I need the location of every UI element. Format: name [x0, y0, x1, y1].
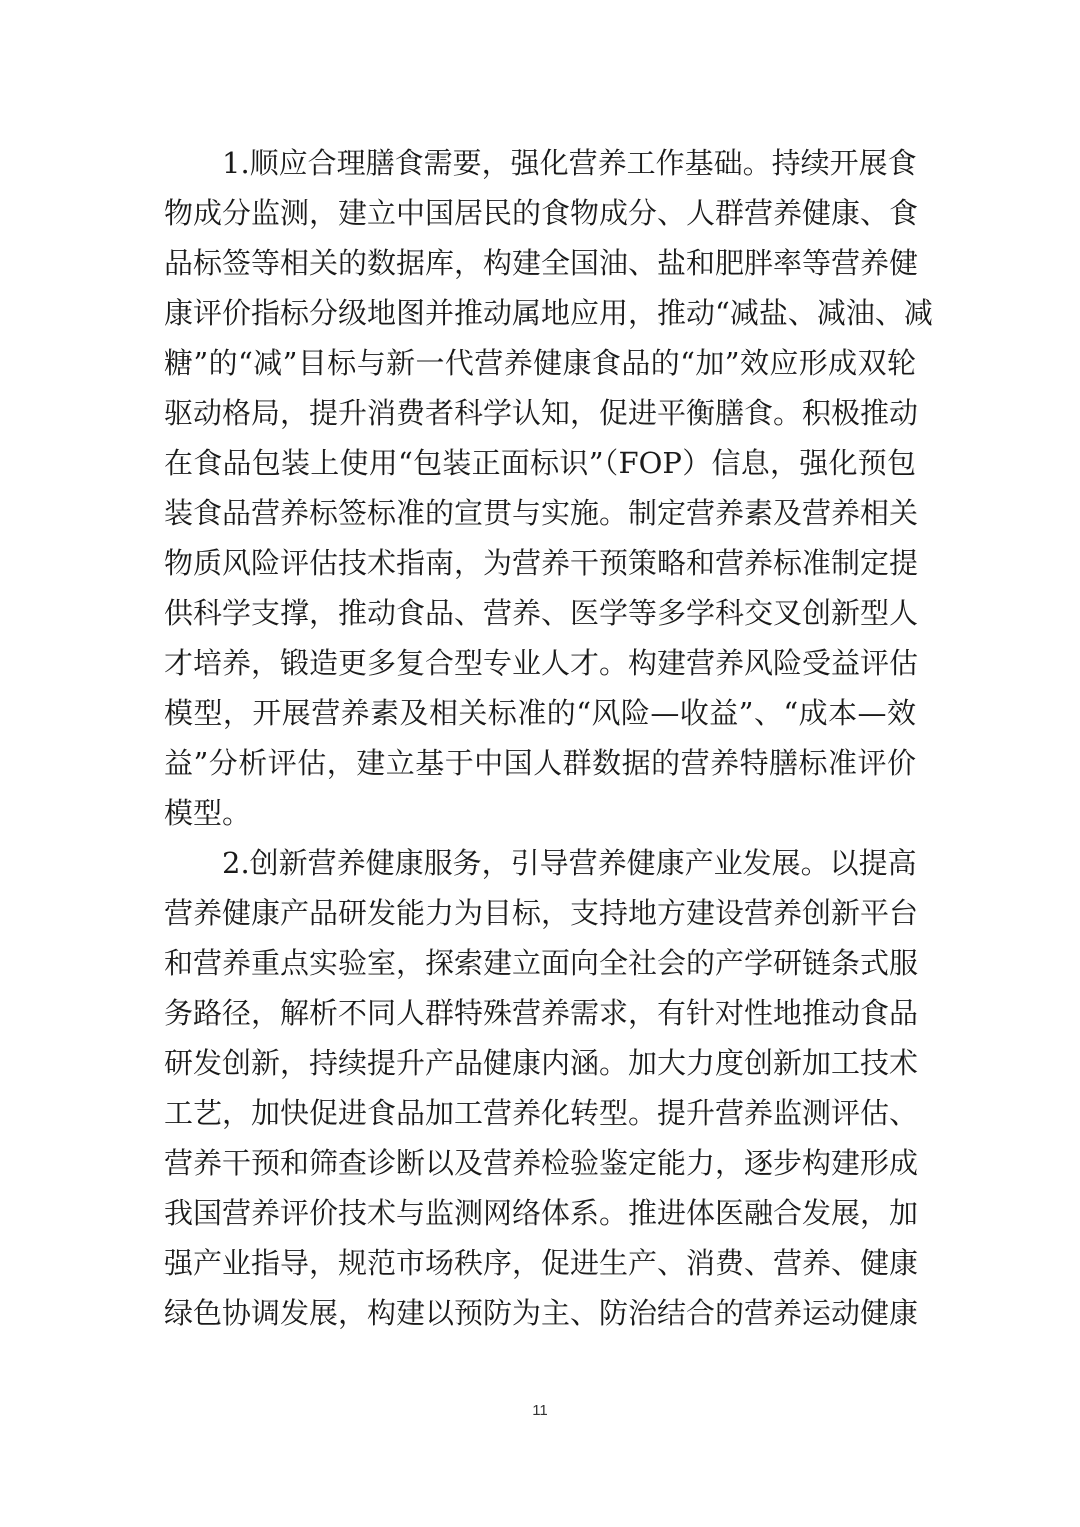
text-line: 装食品营养标签标准的宣贯与实施。制定营养素及营养相关: [164, 496, 919, 530]
text-line: 2.创新营养健康服务，引导营养健康产业发展。以提高: [222, 846, 917, 880]
body-text: [164, 138, 933, 1338]
page-number: 11: [532, 1402, 548, 1419]
text-line: 绿色协调发展，构建以预防为主、防治结合的营养运动健康: [164, 1296, 919, 1330]
paragraph-2: [164, 838, 919, 1338]
text-line: 物成分监测，建立中国居民的食物成分、人群营养健康、食: [164, 196, 919, 230]
text-line: 才培养，锻造更多复合型专业人才。构建营养风险受益评估: [164, 646, 919, 680]
text-line: 在食品包装上使用“包装正面标识”（FOP）信息，强化预包: [164, 446, 916, 480]
text-line: 强产业指导，规范市场秩序，促进生产、消费、营养、健康: [164, 1246, 919, 1280]
text-line: 模型。: [164, 796, 252, 830]
text-line: 糖”的“减”目标与新一代营养健康食品的“加”效应形成双轮: [164, 346, 916, 380]
text-line: 驱动格局，提升消费者科学认知，促进平衡膳食。积极推动: [164, 396, 919, 430]
text-line: 1.顺应合理膳食需要，强化营养工作基础。持续开展食: [222, 146, 917, 180]
text-line: 工艺，加快促进食品加工营养化转型。提升营养监测评估、: [164, 1096, 919, 1130]
text-line: 营养健康产品研发能力为目标，支持地方建设营养创新平台: [164, 896, 919, 930]
text-line: 益”分析评估，建立基于中国人群数据的营养特膳标准评价: [164, 746, 916, 780]
text-line: 研发创新，持续提升产品健康内涵。加大力度创新加工技术: [164, 1046, 919, 1080]
text-line: 模型，开展营养素及相关标准的“风险—收益”、“成本—效: [164, 696, 916, 730]
text-line: 供科学支撑，推动食品、营养、医学等多学科交叉创新型人: [164, 596, 919, 630]
text-line: 营养干预和筛查诊断以及营养检验鉴定能力，逐步构建形成: [164, 1146, 919, 1180]
text-line: 务路径，解析不同人群特殊营养需求，有针对性地推动食品: [164, 996, 919, 1030]
text-line: 和营养重点实验室，探索建立面向全社会的产学研链条式服: [164, 946, 919, 980]
text-line: 我国营养评价技术与监测网络体系。推进体医融合发展，加: [164, 1196, 919, 1230]
text-line: 品标签等相关的数据库，构建全国油、盐和肥胖率等营养健: [164, 246, 919, 280]
text-line: 康评价指标分级地图并推动属地应用，推动“减盐、减油、减: [164, 296, 933, 330]
text-line: 物质风险评估技术指南，为营养干预策略和营养标准制定提: [164, 546, 919, 580]
paragraph-1: [164, 138, 933, 838]
